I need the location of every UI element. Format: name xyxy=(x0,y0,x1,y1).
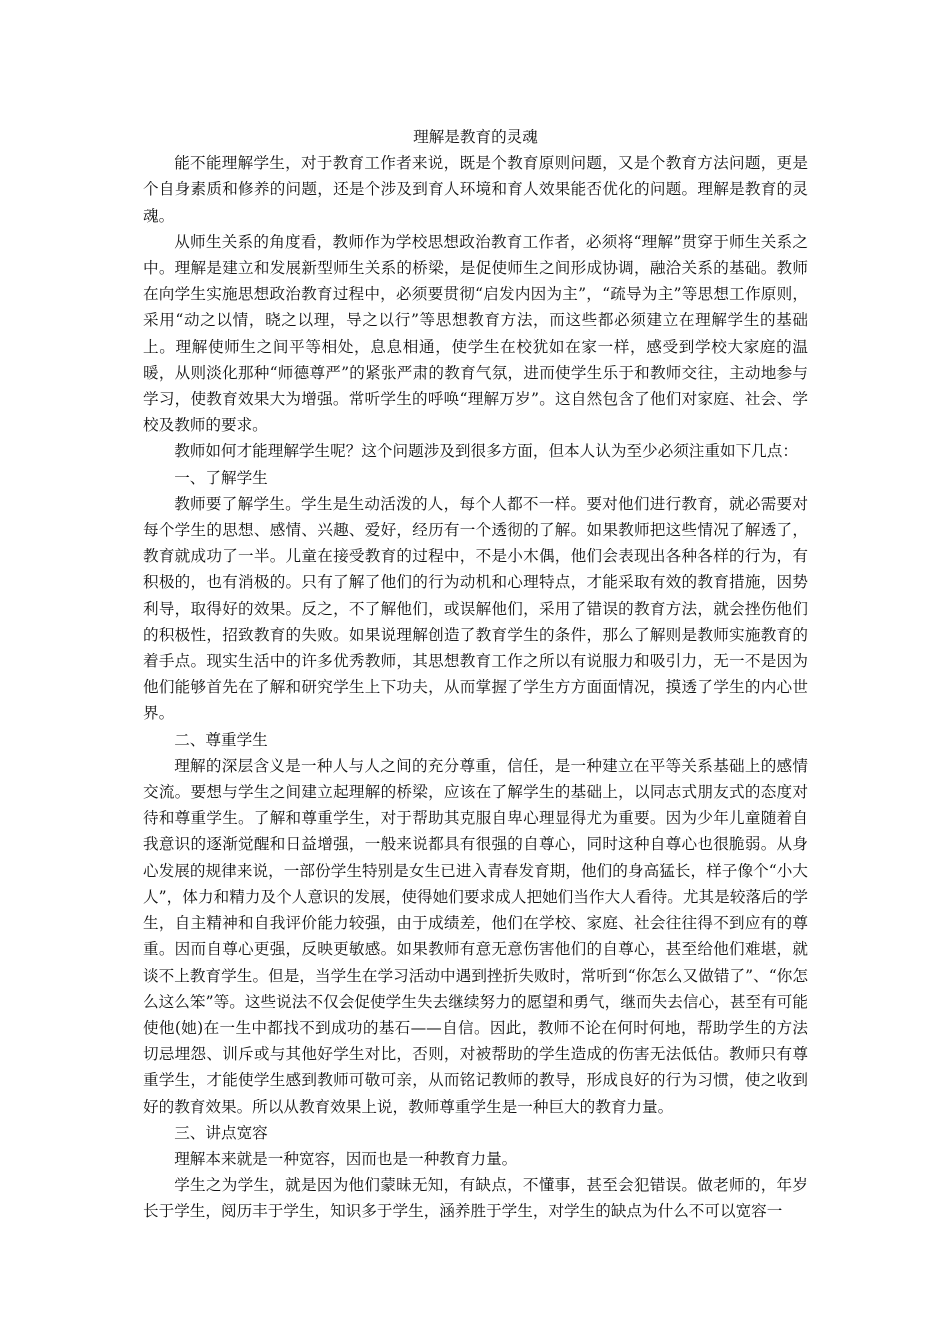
paragraph-tolerance-body: 学生之为学生，就是因为他们蒙昧无知，有缺点，不懂事，甚至会犯错误。做老师的，年岁长于学生，阅历丰于学生，知识多于学生，涵养胜于学生，对学生的缺点为什么不可以宽容一 xyxy=(143,1176,808,1221)
document-title: 理解是教育的灵魂 xyxy=(413,128,538,146)
paragraph-intro: 能不能理解学生，对于教育工作者来说，既是个教育原则问题，又是个教育方法问题，更是个自身素质和修养的问题，还是个涉及到育人环境和育人效果能否优化的问题。理解是教育的灵魂。 xyxy=(143,154,808,225)
section-heading-tolerance: 三、讲点宽容 xyxy=(174,1123,268,1142)
section-heading-respect-students: 二、尊重学生 xyxy=(174,730,268,749)
paragraph-respect-students: 理解的深层含义是一种人与人之间的充分尊重，信任，是一种建立在平等关系基础上的感情交流。要想与学生之间建立起理解的桥梁，应该在了解学生的基础上，以同志式朋友式的态度对待和尊重学生。了解和尊重学生，对于帮助其克服自卑心理显得尤为重要。因为少年儿童随着自我意识的逐渐觉醒和日益增强，一般来说都具有很强的自尊心，同时这种自尊心也很脆弱。从身心发展的规律来说，一部份学生特别是女生已进入青春发育期，他们的身高猛长，样子像个“小大人”，体力和精力及个人意识的发展，使得她们要求成人把她们当作大人看待。尤其是较落后的学生，自主精神和自我评价能力较强，由于成绩差，他们在学校、家庭、社会往往得不到应有的尊重。因而自尊心更强，反映更敏感。如果教师有意无意伤害他们的自尊心，甚至给他们难堪，就谈不上教育学生。但是，当学生在学习活动中遇到挫折失败时，常听到“你怎么又做错了”、“你怎么这么笨”等。这些说法不仅会促使学生失去继续努力的愿望和勇气，继而失去信心，甚至有可能使他(她)在一生中都找不到成功的基石——自信。因此，教师不论在何时何地，帮助学生的方法切忌埋怨、训斥或与其他好学生对比，否则，对被帮助的学生造成的伤害无法低估。教师只有尊重学生，才能使学生感到教师可敬可亲，从而铭记教师的教导，形成良好的行为习惯，使之收到好的教育效果。所以从教育效果上说，教师尊重学生是一种巨大的教育力量。 xyxy=(143,756,808,1116)
paragraph-teacher-student-relation: 从师生关系的角度看，教师作为学校思想政治教育工作者，必须将“理解”贯穿于师生关系之中。理解是建立和发展新型师生关系的桥梁，是促使师生之间形成协调，融洽关系的基础。教师在向学生实施思想政治教育过程中，必须要贯彻“启发内因为主”，“疏导为主”等思想工作原则，采用“动之以情，晓之以理，导之以行”等思想教育方法，而这些都必须建立在理解学生的基础上。理解使师生之间平等相处，息息相通，使学生在校犹如在家一样，感受到学校大家庭的温暖，从则淡化那种“师德尊严”的紧张严肃的教育气氛，进而使学生乐于和教师交往，主动地参与学习，使教育效果大为增强。常听学生的呼唤“理解万岁”。这自然包含了他们对家庭、社会、学校及教师的要求。 xyxy=(143,232,808,435)
paragraph-how-to-understand: 教师如何才能理解学生呢？这个问题涉及到很多方面，但本人认为至少必须注重如下几点： xyxy=(174,442,798,461)
paragraph-tolerance-intro: 理解本来就是一种宽容，因而也是一种教育力量。 xyxy=(174,1149,518,1168)
paragraph-know-students: 教师要了解学生。学生是生动活泼的人，每个人都不一样。要对他们进行教育，就必需要对每个学生的思想、感情、兴趣、爱好，经历有一个透彻的了解。如果教师把这些情况了解透了，教育就成功了一半。儿童在接受教育的过程中，不是小木偶，他们会表现出各种各样的行为，有积极的，也有消极的。只有了解了他们的行为动机和心理特点，才能采取有效的教育措施，因势利导，取得好的效果。反之，不了解他们，或误解他们，采用了错误的教育方法，就会挫伤他们的积极性，招致教育的失败。如果说理解创造了教育学生的条件，那么了解则是教师实施教育的着手点。现实生活中的许多优秀教师，其思想教育工作之所以有说服力和吸引力，无一不是因为他们能够首先在了解和研究学生上下功夫，从而掌握了学生方方面面情况，摸透了学生的内心世界。 xyxy=(143,494,808,723)
section-heading-know-students: 一、了解学生 xyxy=(174,468,268,487)
document-page xyxy=(143,124,808,1225)
